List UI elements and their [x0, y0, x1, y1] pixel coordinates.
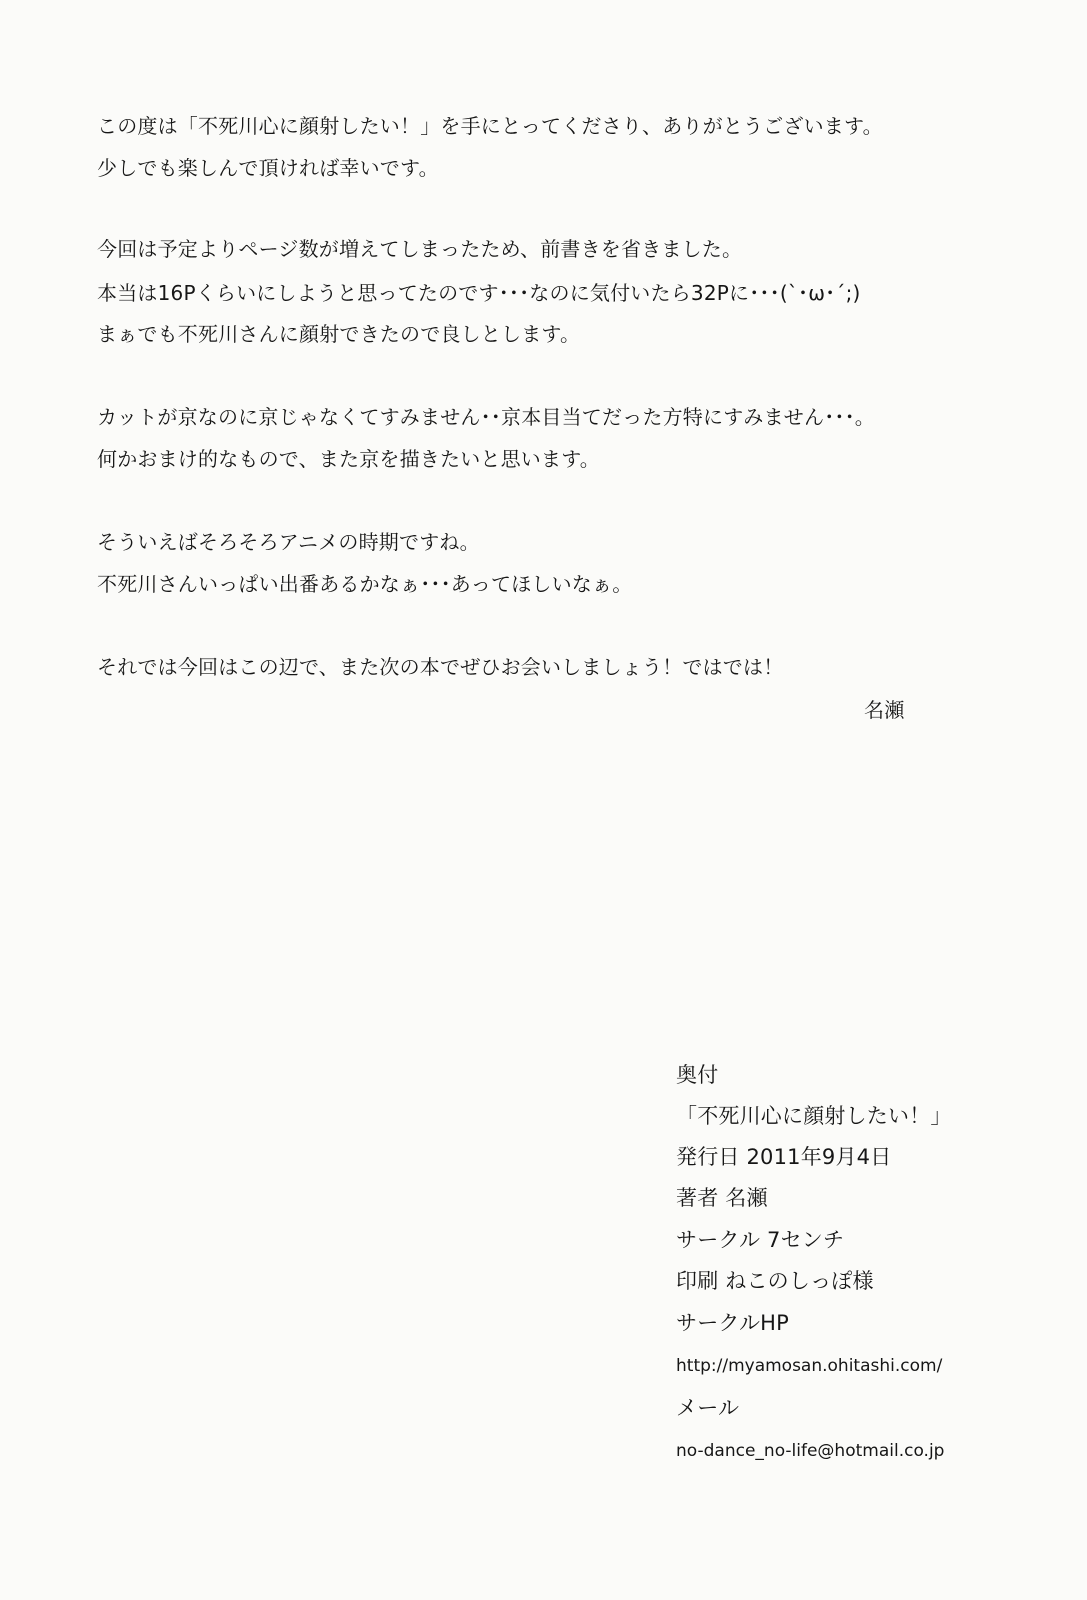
colophon-author: 著者 名瀬: [676, 1186, 768, 1210]
signature: 名瀬: [864, 698, 905, 722]
afterword-line: 不死川さんいっぱい出番あるかなぁ･･･あってほしいなぁ。: [97, 572, 633, 596]
afterword-line: この度は「不死川心に顔射したい！」を手にとってくださり、ありがとうございます。: [97, 114, 883, 138]
colophon-mail-label: メール: [676, 1396, 740, 1420]
afterword-line: 本当は16Pくらいにしようと思ってたのです･･･なのに気付いたら32Pに･･･(`･ω･´;): [97, 281, 861, 305]
colophon-mail: no-dance_no-life@hotmail.co.jp: [676, 1441, 945, 1461]
colophon-circle: サークル 7センチ: [676, 1228, 845, 1252]
colophon-title: 「不死川心に顔射したい！」: [676, 1104, 952, 1128]
afterword-line: 少しでも楽しんで頂ければ幸いです。: [97, 156, 439, 180]
colophon-date: 発行日 2011年9月4日: [676, 1145, 892, 1169]
colophon-printer: 印刷 ねこのしっぽ様: [676, 1269, 874, 1293]
afterword-line: まぁでも不死川さんに顔射できたので良しとします。: [97, 322, 581, 346]
colophon-heading: 奥付: [676, 1063, 719, 1087]
colophon-hp-label: サークルHP: [676, 1311, 790, 1335]
afterword-line: それでは今回はこの辺で、また次の本でぜひお会いしましょう！ではでは！: [97, 655, 784, 679]
colophon-hp-url: http://myamosan.ohitashi.com/: [676, 1356, 943, 1376]
afterword-line: 今回は予定よりページ数が増えてしまったため、前書きを省きました。: [97, 237, 743, 261]
afterword-line: カットが京なのに京じゃなくてすみません･･京本目当てだった方特にすみません･･･。: [97, 405, 875, 429]
afterword-line: そういえばそろそろアニメの時期ですね。: [97, 530, 480, 554]
afterword-line: 何かおまけ的なもので、また京を描きたいと思います。: [97, 447, 600, 471]
